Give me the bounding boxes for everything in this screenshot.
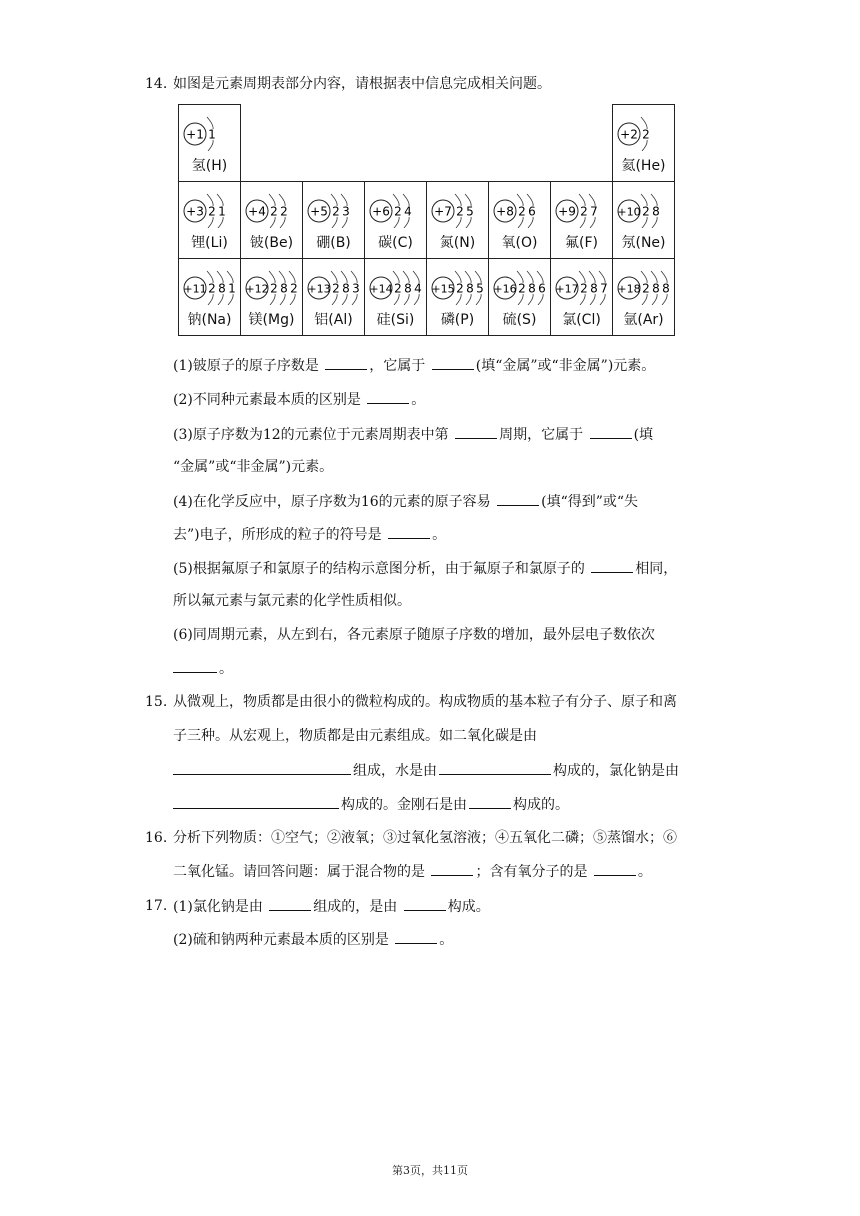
shell-arc	[228, 294, 233, 305]
answer-blank[interactable]	[173, 760, 351, 775]
element-name: 碳(C)	[378, 235, 413, 251]
empty-cell	[303, 105, 365, 182]
element-name: 硅(Si)	[376, 312, 415, 328]
empty-cell	[489, 105, 551, 182]
answer-blank[interactable]	[590, 424, 632, 439]
nuclear-charge: +18	[617, 282, 641, 296]
shell-arc	[518, 294, 523, 305]
answer-blank[interactable]	[469, 794, 511, 809]
shell-arc	[208, 140, 213, 151]
electron-count: 1	[218, 204, 226, 219]
element-name: 硼(B)	[316, 235, 351, 251]
electron-count: 4	[404, 204, 412, 219]
element-cell	[489, 182, 551, 259]
element-cell	[427, 182, 489, 259]
shell-arc	[342, 294, 347, 305]
electron-count: 5	[466, 204, 474, 219]
shell-arc	[466, 294, 471, 305]
question-number: 16.	[145, 830, 168, 846]
nuclear-charge: +14	[369, 282, 393, 296]
nuclear-charge: +12	[245, 282, 269, 296]
shell-arc	[538, 294, 543, 305]
electron-count: 2	[456, 281, 464, 296]
shell-arc	[332, 294, 337, 305]
element-cell	[551, 259, 613, 336]
element-name: 氢(H)	[191, 158, 228, 174]
element-cell	[613, 182, 675, 259]
nuclear-charge: +5	[310, 204, 328, 219]
electron-count: 2	[332, 204, 340, 219]
electron-count: 2	[270, 204, 278, 219]
question-text: 构成的。金刚石是由 构成的。	[173, 794, 569, 815]
shell-arc	[642, 217, 647, 228]
nuclear-charge: +9	[558, 204, 576, 219]
shell-arc	[662, 294, 667, 305]
shell-arc	[600, 294, 605, 305]
atom-structure-diagram	[553, 192, 611, 228]
atom-structure-diagram	[243, 192, 301, 228]
shell-arc	[290, 294, 295, 305]
atom-structure-diagram	[429, 192, 487, 228]
nuclear-charge: +7	[434, 204, 452, 219]
shell-arc	[342, 217, 347, 228]
electron-count: 2	[332, 281, 340, 296]
electron-count: 2	[394, 204, 402, 219]
electron-count: 2	[518, 204, 526, 219]
electron-count: 2	[642, 204, 650, 219]
periodic-table	[178, 104, 675, 336]
element-name: 钠(Na)	[187, 312, 232, 328]
shell-arc	[414, 294, 419, 305]
sub-question-5-cont: 所以氟元素与氯元素的化学性质相似。	[173, 593, 411, 609]
electron-count: 4	[414, 281, 422, 296]
electron-count: 3	[342, 204, 350, 219]
electron-count: 8	[652, 204, 660, 219]
atom-structure-diagram	[181, 192, 239, 228]
shell-arc	[466, 217, 471, 228]
element-cell	[179, 182, 241, 259]
shell-arc	[280, 294, 285, 305]
electron-count: 2	[456, 204, 464, 219]
shell-arc	[208, 217, 213, 228]
electron-count: 2	[280, 204, 288, 219]
nuclear-charge: +8	[496, 204, 514, 219]
electron-count: 8	[218, 281, 226, 296]
answer-blank[interactable]	[367, 389, 409, 404]
electron-count: 2	[580, 281, 588, 296]
shell-arc	[404, 217, 409, 228]
atom-structure-diagram	[367, 192, 425, 228]
empty-cell	[365, 105, 427, 182]
atom-structure-diagram	[491, 192, 549, 228]
electron-count: 8	[528, 281, 536, 296]
atom-structure-diagram	[181, 269, 239, 305]
electron-count: 8	[342, 281, 350, 296]
empty-cell	[241, 105, 303, 182]
nuclear-charge: +11	[183, 282, 207, 296]
atom-structure-diagram	[305, 192, 363, 228]
answer-blank[interactable]	[388, 524, 430, 539]
shell-arc	[208, 294, 213, 305]
sub-question-3: (3)原子序数为12的元素位于元素周期表中第 周期，它属于 (填	[173, 424, 653, 445]
shell-arc	[456, 294, 461, 305]
shell-arc	[580, 217, 585, 228]
element-cell	[179, 105, 241, 182]
empty-cell	[551, 105, 613, 182]
question-text: 从微观上，物质都是由很小的微粒构成的。构成物质的基本粒子有分子、原子和离	[173, 694, 677, 710]
nuclear-charge: +6	[372, 204, 390, 219]
question-text: 分析下列物质：①空气；②液氧；③过氧化氢溶液；④五氧化二磷；⑤蒸馏水；⑥	[173, 830, 677, 846]
shell-arc	[270, 294, 275, 305]
nuclear-charge: +10	[617, 205, 641, 219]
sub-question-4-cont: 去”)电子，所形成的粒子的符号是 。	[173, 524, 446, 545]
element-cell	[303, 182, 365, 259]
electron-count: 1	[228, 281, 236, 296]
answer-blank[interactable]	[269, 896, 311, 911]
answer-blank[interactable]	[432, 355, 474, 370]
sub-question-4: (4)在化学反应中，原子序数为16的元素的原子容易 (填“得到”或“失	[173, 491, 638, 512]
question-number: 17.	[145, 898, 168, 914]
atom-structure-diagram	[615, 115, 673, 151]
atom-structure-diagram	[553, 269, 611, 305]
electron-count: 7	[600, 281, 608, 296]
element-name: 氮(N)	[439, 235, 476, 251]
element-cell	[241, 182, 303, 259]
electron-count: 8	[652, 281, 660, 296]
atom-structure-diagram	[491, 269, 549, 305]
sub-question-3-cont: “金属”或“非金属”)元素。	[173, 459, 334, 475]
shell-arc	[642, 140, 647, 151]
element-cell	[365, 259, 427, 336]
shell-arc	[476, 294, 481, 305]
nuclear-charge: +4	[248, 204, 266, 219]
atom-structure-diagram	[305, 269, 363, 305]
electron-count: 8	[280, 281, 288, 296]
answer-blank[interactable]	[404, 896, 446, 911]
answer-blank[interactable]	[455, 424, 497, 439]
shell-arc	[332, 217, 337, 228]
answer-blank[interactable]	[173, 658, 217, 673]
shell-arc	[280, 217, 285, 228]
answer-blank[interactable]	[173, 794, 339, 809]
answer-blank[interactable]	[497, 491, 539, 506]
sub-question-6-cont: 。	[173, 658, 233, 679]
question-number: 14.	[145, 76, 168, 92]
question-text: 如图是元素周期表部分内容，请根据表中信息完成相关问题。	[173, 76, 551, 92]
answer-blank[interactable]	[594, 861, 636, 876]
electron-count: 2	[208, 281, 216, 296]
nuclear-charge: +16	[493, 282, 517, 296]
shell-arc	[404, 294, 409, 305]
element-cell	[365, 182, 427, 259]
element-cell	[489, 259, 551, 336]
answer-blank[interactable]	[325, 355, 367, 370]
sub-question-1: (1)铍原子的原子序数是 ，它属于 (填“金属”或“非金属”)元素。	[173, 355, 655, 376]
shell-arc	[590, 294, 595, 305]
question-text: (1)氯化钠是由 组成的，是由 构成。	[173, 896, 490, 917]
answer-blank[interactable]	[395, 929, 437, 944]
electron-count: 5	[476, 281, 484, 296]
question-text: (2)硫和钠两种元素最本质的区别是 。	[173, 929, 453, 950]
shell-arc	[528, 294, 533, 305]
answer-blank[interactable]	[591, 558, 633, 573]
element-cell	[613, 259, 675, 336]
shell-arc	[218, 217, 223, 228]
electron-count: 2	[208, 204, 216, 219]
shell-arc	[518, 217, 523, 228]
atom-structure-diagram	[243, 269, 301, 305]
shell-arc	[270, 217, 275, 228]
electron-count: 6	[538, 281, 546, 296]
atom-structure-diagram	[429, 269, 487, 305]
electron-count: 2	[518, 281, 526, 296]
nuclear-charge: +1	[186, 127, 204, 142]
shell-arc	[394, 294, 399, 305]
question-text: 子三种。从宏观上，物质都是由元素组成。如二氧化碳是由	[173, 728, 537, 744]
electron-count: 2	[270, 281, 278, 296]
element-cell	[179, 259, 241, 336]
electron-count: 8	[662, 281, 670, 296]
question-text: 二氧化锰。请回答问题：属于混合物的是 ；含有氧分子的是 。	[173, 861, 652, 882]
nuclear-charge: +3	[186, 204, 204, 219]
element-cell	[427, 259, 489, 336]
shell-arc	[528, 217, 533, 228]
electron-count: 8	[404, 281, 412, 296]
nuclear-charge: +15	[431, 282, 455, 296]
element-name: 氟(F)	[565, 235, 598, 251]
atom-structure-diagram	[181, 115, 239, 151]
answer-blank[interactable]	[431, 861, 473, 876]
electron-count: 8	[590, 281, 598, 296]
nuclear-charge: +17	[555, 282, 579, 296]
shell-arc	[580, 294, 585, 305]
electron-count: 8	[466, 281, 474, 296]
element-cell	[613, 105, 675, 182]
shell-arc	[652, 217, 657, 228]
electron-count: 2	[290, 281, 298, 296]
shell-arc	[642, 294, 647, 305]
element-cell	[241, 259, 303, 336]
atom-structure-diagram	[615, 192, 673, 228]
shell-arc	[590, 217, 595, 228]
shell-arc	[352, 294, 357, 305]
question-text: 组成，水是由 构成的，氯化钠是由	[173, 760, 679, 781]
element-name: 氩(Ar)	[623, 312, 664, 328]
element-name: 氖(Ne)	[621, 235, 666, 251]
electron-count: 6	[528, 204, 536, 219]
sub-question-2: (2)不同种元素最本质的区别是 。	[173, 389, 425, 410]
electron-count: 7	[590, 204, 598, 219]
shell-arc	[394, 217, 399, 228]
question-number: 15.	[145, 694, 168, 710]
nuclear-charge: +2	[620, 127, 638, 142]
electron-count: 2	[642, 281, 650, 296]
electron-count: 1	[208, 127, 216, 142]
electron-count: 2	[642, 127, 650, 142]
atom-structure-diagram	[367, 269, 425, 305]
element-cell	[551, 182, 613, 259]
element-name: 铝(Al)	[314, 312, 353, 328]
element-name: 锂(Li)	[191, 235, 228, 251]
electron-count: 2	[580, 204, 588, 219]
page-footer: 第3页，共11页	[392, 1164, 468, 1177]
electron-count: 2	[394, 281, 402, 296]
sub-question-5: (5)根据氟原子和氯原子的结构示意图分析，由于氟原子和氯原子的 相同，	[173, 558, 677, 579]
nuclear-charge: +13	[307, 282, 331, 296]
element-name: 氧(O)	[501, 235, 538, 251]
answer-blank[interactable]	[439, 760, 551, 775]
element-name: 磷(P)	[440, 312, 475, 328]
element-name: 氦(He)	[621, 158, 666, 174]
element-name: 硫(S)	[502, 312, 537, 328]
shell-arc	[218, 294, 223, 305]
element-name: 铍(Be)	[249, 235, 294, 251]
element-name: 镁(Mg)	[248, 312, 295, 328]
element-name: 氯(Cl)	[562, 312, 601, 328]
shell-arc	[456, 217, 461, 228]
shell-arc	[652, 294, 657, 305]
electron-count: 3	[352, 281, 360, 296]
empty-cell	[427, 105, 489, 182]
atom-structure-diagram	[615, 269, 673, 305]
element-cell	[303, 259, 365, 336]
sub-question-6: (6)同周期元素，从左到右，各元素原子随原子序数的增加，最外层电子数依次	[173, 627, 655, 643]
